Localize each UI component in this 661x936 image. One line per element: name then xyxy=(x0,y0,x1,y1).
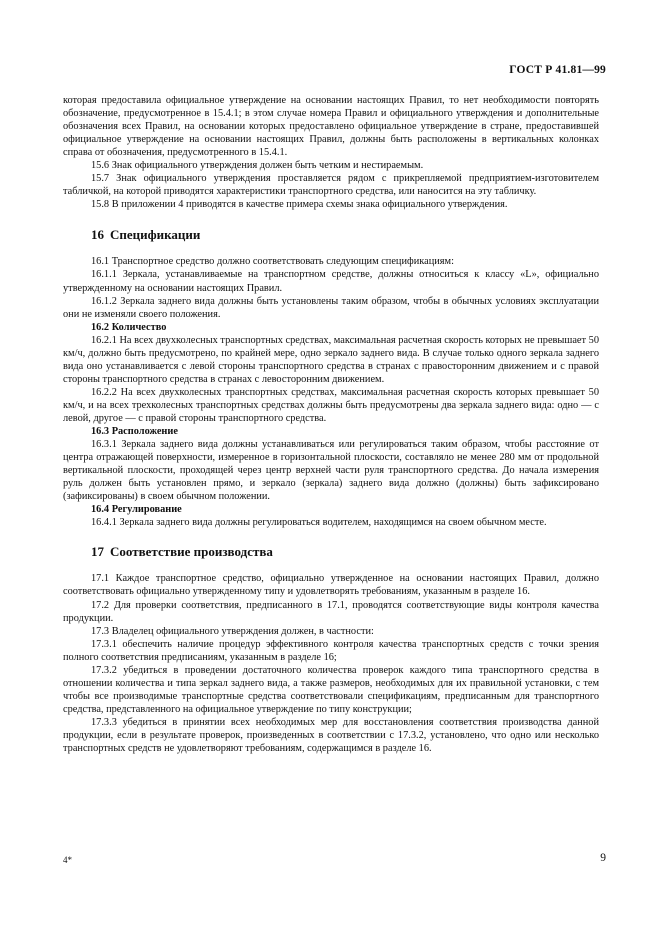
section-17-number: 17 xyxy=(91,544,104,560)
subheading-16-3: 16.3 Расположение xyxy=(91,426,178,438)
paragraph-15-7: 15.7 Знак официального утверждения проставляется рядом с прикрепляемой предприятием-изготовителем табличкой, на которой приводятся характеристики транспортного средства, или наносится на эту табличку. xyxy=(63,173,599,198)
paragraph-16-1-1: 16.1.1 Зеркала, устанавливаемые на транспортном средстве, должны относиться к классу «L», официально утвержденному на основании настоящих Правил. xyxy=(63,269,599,294)
subheading-16-2: 16.2 Количество xyxy=(91,321,167,333)
document-header-title: ГОСТ Р 41.81—99 xyxy=(509,64,606,76)
paragraph-17-3-3: 17.3.3 убедиться в принятии всех необходимых мер для восстановления соответствия производства данной продукции, если в результате проверок, произведенных в соответствии с 17.3.2, установлено, что одно или несколько транспортных средств не удовлетворяют требованиям, содержащимся в разделе 16. xyxy=(63,716,599,755)
paragraph-16-2-1: 16.2.1 На всех двухколесных транспортных средствах, максимальная расчетная скорость которых не превышает 50 км/ч, должно быть предусмотрено, по крайней мере, одно зеркало заднего вида. В случае только одного зеркала заднего вида оно устанавливается с левой стороны транспортного средства в странах с правосторонним движением и с правой стороны транспортного средства в странах с левосторонним движением. xyxy=(63,334,599,385)
paragraph-17-3-1: 17.3.1 обеспечить наличие процедур эффективного контроля качества транспортных средств с точки зрения полного соответствия предписаниям, указанным в разделе 16; xyxy=(63,638,599,663)
paragraph-16-1-2: 16.1.2 Зеркала заднего вида должны быть установлены таким образом, чтобы в обычных условиях эксплуатации они не изменяли своего положения. xyxy=(63,295,599,320)
footer-sheet-mark: 4* xyxy=(63,855,72,865)
page-number: 9 xyxy=(600,852,606,864)
section-17-title: Соответствие производства xyxy=(110,544,273,560)
paragraph-15-8: 15.8 В приложении 4 приводятся в качестве примера схемы знака официального утверждения. xyxy=(91,199,508,211)
document-body xyxy=(63,94,599,755)
subheading-16-4: 16.4 Регулирование xyxy=(91,504,182,516)
paragraph-17-3-2: 17.3.2 убедиться в проведении достаточного количества проверок каждого типа транспортного средства в отношении количества и типа зеркал заднего вида, а также размеров, необходимых для их правильной установки, с тем чтобы все производимые транспортные средства соответствовали спецификациям, предписанным для транспортного средства, представленного на официальное утверждение по типу конструкции; xyxy=(63,664,599,715)
paragraph-16-2-2: 16.2.2 На всех двухколесных транспортных средствах, максимальная расчетная скорость которых превышает 50 км/ч, и на всех трехколесных транспортных средствах должны быть предусмотрены два зеркала заднего вида: одно — с левой, другое — с правой стороны транспортного средства. xyxy=(63,386,599,424)
paragraph-16-3-1: 16.3.1 Зеркала заднего вида должны устанавливаться или регулироваться таким образом, чтобы расстояние от центра отражающей поверхности, измеренное в горизонтальной плоскости, составляло не менее 280 мм от продольной вертикальной плоскости, проходящей через центр верхней части руля транспортного средства. До начала измерения руль должен быть установлен прямо, и зеркало (зеркала) заднего вида должно (должны) быть зафиксировано (зафиксированы) в своем обычном положении. xyxy=(63,439,599,503)
paragraph-17-3: 17.3 Владелец официального утверждения должен, в частности: xyxy=(91,625,374,637)
section-17-heading xyxy=(63,544,599,560)
paragraph-15-6: 15.6 Знак официального утверждения должен быть четким и нестираемым. xyxy=(91,160,424,172)
paragraph-16-1: 16.1 Транспортное средство должно соответствовать следующим спецификациям: xyxy=(91,256,454,268)
paragraph-17-2: 17.2 Для проверки соответствия, предписанного в 17.1, проводятся соответствующие виды контроля качества продукции. xyxy=(63,599,599,624)
paragraph-16-4-1: 16.4.1 Зеркала заднего вида должны регулироваться водителем, находящимся на своем обычном месте. xyxy=(91,517,547,529)
paragraph-17-1: 17.1 Каждое транспортное средство, официально утвержденное на основании настоящих Правил, должно соответствовать официально утвержденному типу и удовлетворять требованиям, указанным в разделе 16. xyxy=(63,573,599,598)
section-16-number: 16 xyxy=(91,227,104,243)
section-16-title: Спецификации xyxy=(110,227,201,243)
section-16-heading xyxy=(63,227,599,243)
paragraph-continuation: которая предоставила официальное утверждение на основании настоящих Правил, то нет необходимости повторять обозначение, предусмотренное в 15.4.1; в этом случае номера Правил и официального утверждения и дополнительные обозначения всех Правил, на основании которых предоставлено официальное утверждение в стране, предоставившей официальное утверждение на основании настоящих Правил, должны быть расположены в вертикальных колонках справа от обозначения, предусмотренного в 15.4.1. xyxy=(63,95,599,159)
